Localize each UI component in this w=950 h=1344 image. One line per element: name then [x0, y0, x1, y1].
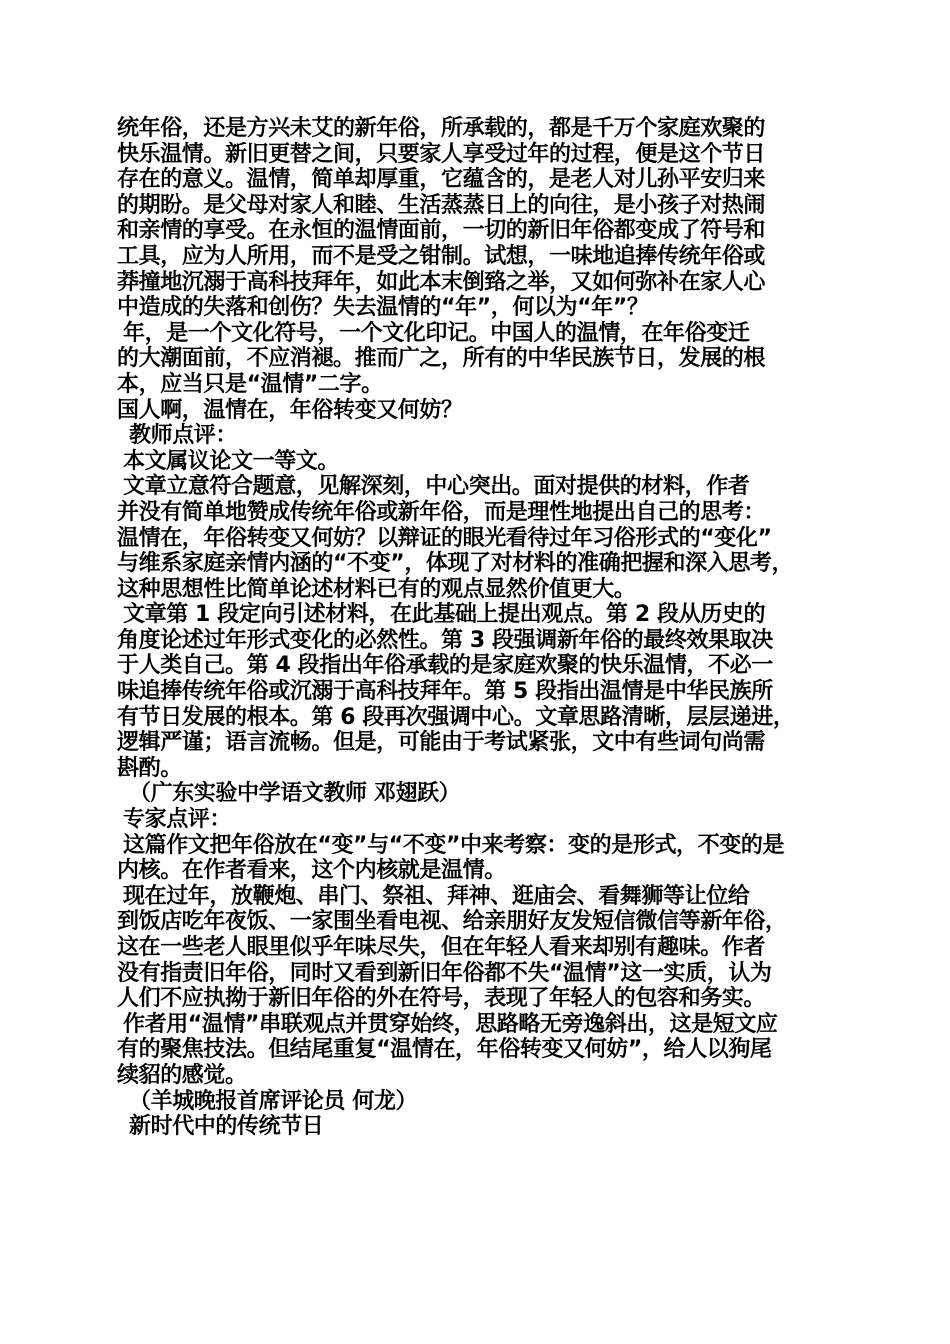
- text-line: 角度论述过年形式变化的必然性。第 3 段强调新年俗的最终效果取决: [117, 627, 773, 653]
- text-line: 的期盼。是父母对家人和睦、生活蒸蒸日上的向往，是小孩子对热闹: [117, 192, 766, 218]
- expert-attribution: （羊城晚报首席评论员 何龙）: [129, 1088, 418, 1114]
- text-line: 莽撞地沉溺于高科技拜年，如此本末倒臵之举，又如何弥补在家人心: [117, 269, 766, 295]
- text-line: 于人类自己。第 4 段指出年俗承载的是家庭欢聚的快乐温情，不必一: [117, 653, 773, 679]
- text-line: 味追捧传统年俗或沉溺于高科技拜年。第 5 段指出温情是中华民族所: [117, 679, 773, 705]
- text-line: 逻辑严谨；语言流畅。但是，可能由于考试紧张，文中有些词句尚需: [117, 730, 766, 756]
- paragraph-start-line: 文章第 1 段定向引述材料，在此基础上提出观点。第 2 段从历史的: [123, 602, 766, 628]
- text-line: 和亲情的享受。在永恒的温情面前，一切的新旧年俗都变成了符号和: [117, 218, 766, 244]
- grade-line: 本文属议论文一等文。: [123, 448, 340, 474]
- text-line: 快乐温情。新旧更替之间，只要家人享受过年的过程，便是这个节日: [117, 141, 766, 167]
- paragraph-start-line: 现在过年，放鞭炮、串门、祭祖、拜神、逛庙会、看舞狮等让位给: [123, 883, 750, 909]
- text-line: 工具，应为人所用，而不是受之钳制。试想，一味地追捧传统年俗或: [117, 243, 766, 269]
- text-line: 续貂的感觉。: [117, 1062, 247, 1088]
- conclusion-line: 国人啊，温情在，年俗转变又何妨？: [117, 397, 463, 423]
- paragraph-start-line: 文章立意符合题意，见解深刻，中心突出。面对提供的材料，作者: [123, 474, 750, 500]
- text-line: 中造成的失落和创伤？失去温情的“年”，何以为“年”？: [117, 295, 649, 321]
- text-line: 人们不应执拗于新旧年俗的外在符号，表现了年轻人的包容和务实。: [117, 986, 766, 1012]
- paragraph-start-line: 这篇作文把年俗放在“变”与“不变”中来考察：变的是形式，不变的是: [123, 832, 785, 858]
- expert-comment-heading: 专家点评：: [123, 807, 232, 833]
- text-line: 这种思想性比简单论述材料已有的观点显然价值更大。: [117, 576, 636, 602]
- text-line: 温情在，年俗转变又何妨？以辩证的眼光看待过年习俗形式的“变化”: [117, 525, 772, 551]
- teacher-attribution: （广东实验中学语文教师 邓翅跃）: [129, 781, 461, 807]
- paragraph-start-line: 年，是一个文化符号，一个文化印记。中国人的温情，在年俗变迁: [123, 320, 750, 346]
- text-line: 本，应当只是“温情”二字。: [117, 371, 383, 397]
- text-line: 有的聚焦技法。但结尾重复“温情在，年俗转变又何妨”，给人以狗尾: [117, 1037, 772, 1063]
- paragraph-start-line: 作者用“温情”串联观点并贯穿始终，思路略无旁逸斜出，这是短文应: [123, 1011, 778, 1037]
- text-line: 并没有简单地赞成传统年俗或新年俗，而是理性地提出自己的思考：: [117, 499, 766, 525]
- text-line: 统年俗，还是方兴未艾的新年俗，所承载的，都是千万个家庭欢聚的: [117, 116, 766, 141]
- text-line: 没有指责旧年俗，同时又看到新旧年俗都不失“温情”这一实质，认为: [117, 960, 772, 986]
- document-body: [117, 116, 842, 1140]
- text-line: 有节日发展的根本。第 6 段再次强调中心。文章思路清晰，层层递进，: [117, 704, 795, 730]
- text-line: 到饭店吃年夜饭、一家围坐看电视、给亲朋好友发短信微信等新年俗，: [117, 909, 787, 935]
- section-title: 新时代中的传统节日: [129, 1114, 324, 1140]
- text-line: 存在的意义。温情，简单却厚重，它蕴含的，是老人对儿孙平安归来: [117, 167, 766, 193]
- text-line: 的大潮面前，不应消褪。推而广之，所有的中华民族节日，发展的根: [117, 346, 766, 372]
- teacher-comment-heading: 教师点评：: [129, 423, 238, 449]
- text-line: 与维系家庭亲情内涵的“不变”，体现了对材料的准确把握和深入思考，: [117, 551, 794, 577]
- text-line: 斟酌。: [117, 755, 182, 781]
- text-line: 这在一些老人眼里似乎年味尽失，但在年轻人看来却别有趣味。作者: [117, 935, 766, 960]
- text-line: 内核。在作者看来，这个内核就是温情。: [117, 858, 506, 884]
